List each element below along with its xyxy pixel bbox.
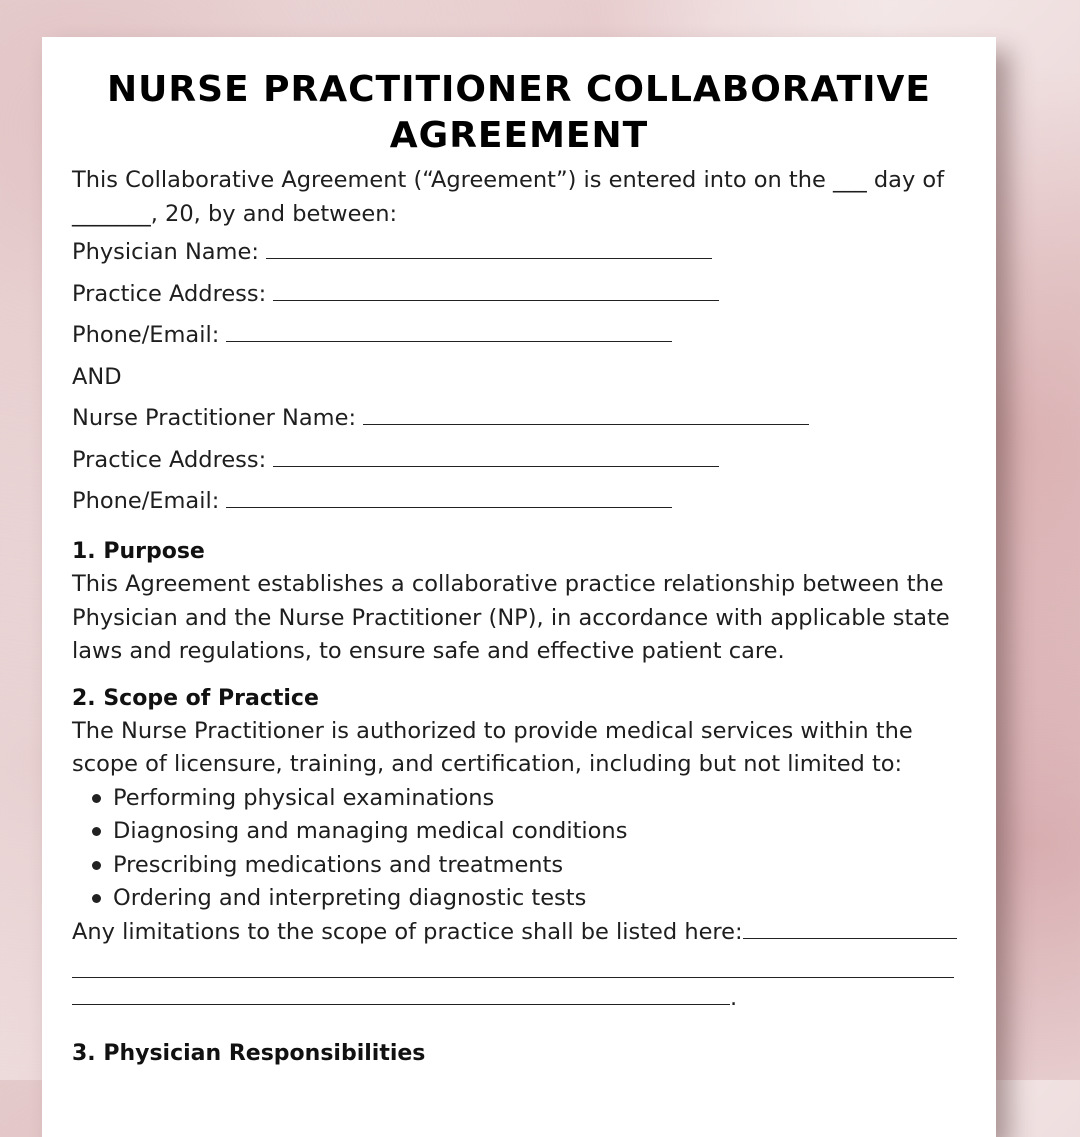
purpose-heading: 1. Purpose xyxy=(72,539,205,564)
limitations-line xyxy=(72,916,972,950)
bullet-text: Prescribing medications and treatments xyxy=(113,851,564,878)
physician-address-field xyxy=(72,277,972,311)
physician-resp-heading: 3. Physician Responsibilities xyxy=(72,1040,426,1066)
and-text: AND xyxy=(72,363,122,390)
limitations-blank-3[interactable] xyxy=(72,982,730,1005)
np-address-blank[interactable] xyxy=(273,444,719,467)
np-name-blank[interactable] xyxy=(363,402,809,425)
np-address-label: Practice Address: xyxy=(72,446,267,473)
list-item xyxy=(92,815,972,849)
bullet-icon xyxy=(92,794,101,803)
bullet-icon xyxy=(92,861,101,870)
physician-name-field xyxy=(72,235,972,269)
np-address-field xyxy=(72,443,972,477)
bullet-icon xyxy=(92,894,101,903)
physician-name-label: Physician Name: xyxy=(72,239,259,265)
intro-line-2: _______, 20, by and between: xyxy=(72,201,398,227)
bullet-text: Performing physical examinations xyxy=(113,784,495,811)
physician-phone-label: Phone/Email: xyxy=(72,322,220,348)
physician-address-blank[interactable] xyxy=(273,278,719,301)
np-name-label: Nurse Practitioner Name: xyxy=(72,405,357,431)
np-name-field xyxy=(72,401,972,435)
document-title xyxy=(42,67,996,159)
section-physician-responsibilities xyxy=(72,1038,972,1070)
scope-line-1: The Nurse Practitioner is authorized to provide medical services within the xyxy=(72,717,913,744)
purpose-line-2: Physician and the Nurse Practitioner (NP), in accordance with applicable state xyxy=(72,604,950,631)
title-line-1: NURSE PRACTITIONER COLLABORATIVE xyxy=(107,69,931,110)
section-purpose xyxy=(72,536,972,669)
bullet-icon xyxy=(92,827,101,836)
scope-heading: 2. Scope of Practice xyxy=(72,685,319,711)
limitations-label: Any limitations to the scope of practice shall be listed here: xyxy=(72,918,743,945)
np-phone-field xyxy=(72,484,972,518)
limitations-last-line xyxy=(72,982,972,1016)
section-scope xyxy=(72,683,972,1016)
physician-name-blank[interactable] xyxy=(266,236,712,259)
scope-bullet-list xyxy=(72,782,972,916)
scope-line-2: scope of licensure, training, and certification, including but not limited to: xyxy=(72,751,903,777)
list-item xyxy=(92,782,972,816)
list-item xyxy=(92,882,972,916)
limitations-period: . xyxy=(730,985,738,1011)
np-phone-label: Phone/Email: xyxy=(72,488,220,514)
bullet-text: Diagnosing and managing medical conditions xyxy=(113,818,628,844)
list-item xyxy=(92,849,972,883)
limitations-blank-2[interactable] xyxy=(72,949,954,978)
physician-phone-field xyxy=(72,318,972,352)
title-line-2: AGREEMENT xyxy=(389,115,649,156)
np-phone-blank[interactable] xyxy=(226,485,672,508)
physician-phone-blank[interactable] xyxy=(226,319,672,342)
purpose-line-3: laws and regulations, to ensure safe and effective patient care. xyxy=(72,638,785,664)
intro-line-1: This Collaborative Agreement (“Agreement”) is entered into on the ___ day of xyxy=(72,167,945,193)
physician-address-label: Practice Address: xyxy=(72,280,267,307)
document-body xyxy=(72,163,972,1070)
purpose-line-1: This Agreement establishes a collaborative practice relationship between the xyxy=(72,571,944,597)
limitations-blank-1[interactable] xyxy=(743,916,957,939)
bullet-text: Ordering and interpreting diagnostic tests xyxy=(113,885,587,911)
document-page xyxy=(42,37,996,1137)
